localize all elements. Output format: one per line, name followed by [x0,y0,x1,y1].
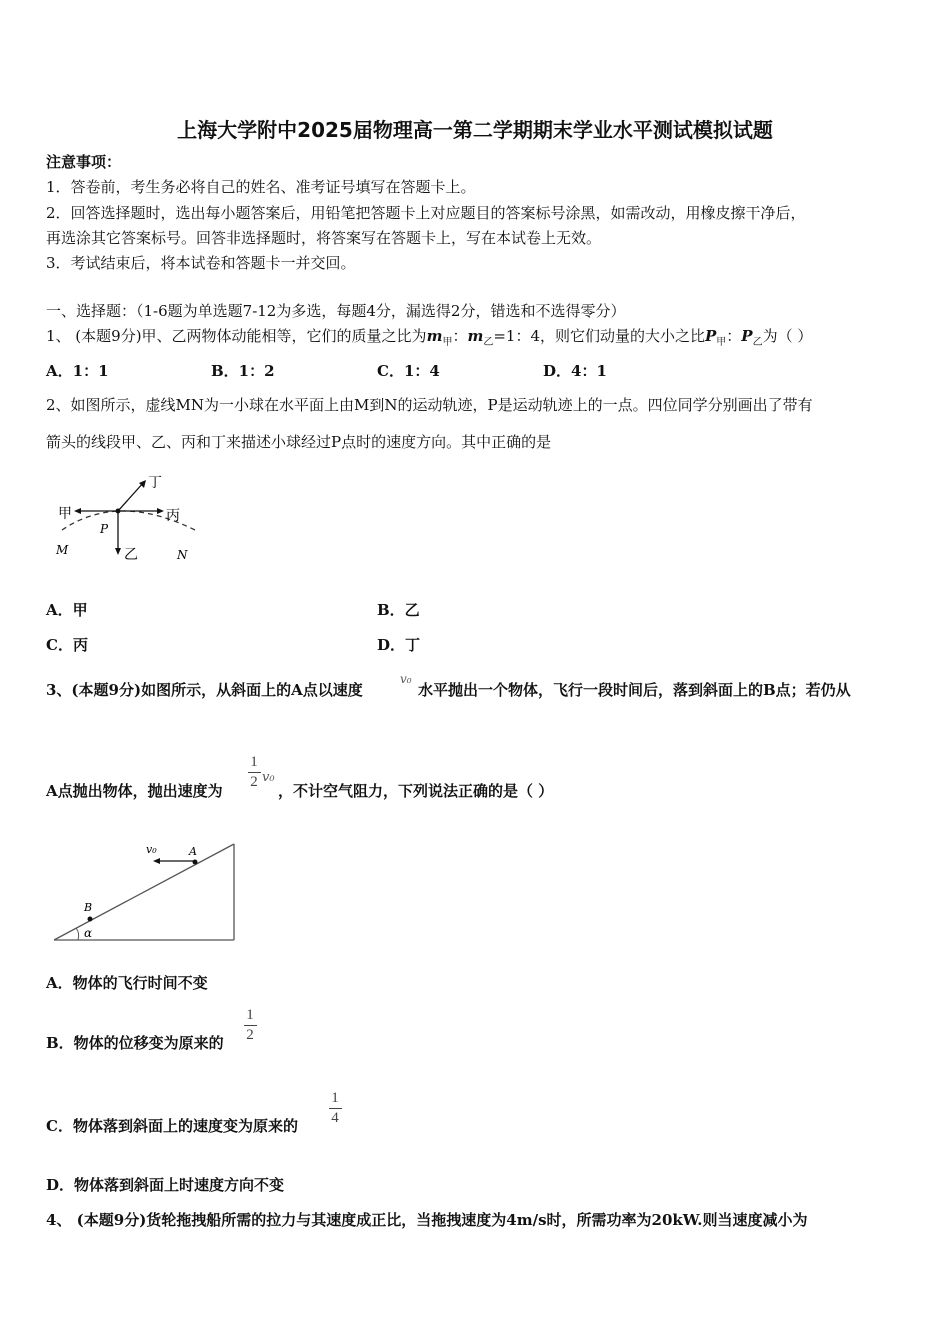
notice-heading: 注意事项： [46,153,122,171]
q1-m: m [426,327,443,345]
label-m: M [56,543,69,557]
notice-item: 2．回答选择题时，选出每小题答案后，用铅笔把答题卡上对应题目的答案标号涂黑，如需改动，用橡皮擦干净后， [46,204,806,222]
q1-m2: m [467,327,484,345]
label-yi: 乙 [124,547,138,563]
q1-sub-jia-2: 甲 [716,337,727,348]
page-title: 上海大学附中2025届物理高一第二学期期末学业水平测试模拟试题 [177,118,773,142]
question-3-line-1b: 水平抛出一个物体，飞行一段时间后，落到斜面上的B点；若仍从 [418,681,851,699]
q1-option-c[interactable]: C．1：4 [377,362,440,380]
q1-P2: P [741,327,753,345]
q3-option-b[interactable]: B．物体的位移变为原来的 [46,1034,224,1052]
label-alpha: α [84,926,93,940]
label-b: B [84,901,93,914]
question-3-line-1a: 3、(本题9分)如图所示，从斜面上的A点以速度 [46,681,363,699]
label-bing: 丙 [166,508,180,524]
label-n: N [177,548,188,562]
q3-v0: v₀ [400,672,412,686]
q1-sub-yi-2: 乙 [752,337,763,348]
question-3-line-2b: ，不计空气阻力，下列说法正确的是（ ） [278,782,554,800]
label-jia: 甲 [58,506,72,522]
arrow-ding [118,482,144,511]
q1-colon-2: ： [726,327,742,345]
q1-mid: =1：4，则它们动量的大小之比 [493,327,705,345]
q1-option-d[interactable]: D．4：1 [543,362,607,380]
q3-option-a[interactable]: A．物体的飞行时间不变 [46,974,208,992]
q2-option-a[interactable]: A．甲 [46,601,88,619]
notice-item: 3．考试结束后，将本试卷和答题卡一并交回。 [46,254,356,272]
q2-figure [50,470,210,570]
question-2-line-1: 2、如图所示，虚线MN为一小球在水平面上由M到N的运动轨迹，P是运动轨迹上的一点。四位同学分别画出了带有 [46,396,813,414]
q3-optc-den: 4 [331,1110,339,1126]
q2-option-b[interactable]: B．乙 [377,601,420,619]
q3-frac-num: 1 [250,754,258,770]
q1-option-b[interactable]: B．1：2 [211,362,275,380]
q3-optc-fraction [327,1090,343,1127]
point-a [193,860,198,865]
label-p: P [100,522,109,536]
label-v0: v₀ [146,843,157,856]
label-a: A [189,845,197,858]
q1-P: P [705,327,717,345]
q1-sub-yi: 乙 [483,337,494,348]
q3-fraction [246,754,262,791]
q3-v0-2: v₀ [262,770,275,785]
q3-option-d[interactable]: D．物体落到斜面上时速度方向不变 [46,1176,285,1194]
slope-line [54,844,234,940]
point-b [88,917,93,922]
question-1-stem [46,326,812,353]
q2-option-c[interactable]: C．丙 [46,636,88,654]
notice-item: 1．答卷前，考生务必将自己的姓名、准考证号填写在答题卡上。 [46,178,476,196]
q3-frac-den: 2 [250,774,258,790]
question-3-line-2a: A点抛出物体，抛出速度为 [46,782,223,800]
q3-optb-den: 2 [246,1027,254,1043]
q2-option-d[interactable]: D．丁 [377,636,421,654]
q3-option-c[interactable]: C．物体落到斜面上的速度变为原来的 [46,1117,298,1135]
q1-prefix: 1、 (本题9分)甲、乙两物体动能相等，它们的质量之比为 [46,327,427,345]
q3-optb-num: 1 [246,1007,254,1023]
q1-suffix: 为（ ） [762,327,813,345]
section-heading: 一、选择题：（1-6题为单选题7-12为多选，每题4分，漏选得2分，错选和不选得零分） [46,302,626,320]
q1-option-a[interactable]: A．1：1 [46,362,109,380]
q3-figure [50,838,240,946]
q1-sub-jia: 甲 [442,337,453,348]
q3-optc-num: 1 [331,1090,339,1106]
q1-colon: ： [452,327,468,345]
q3-optb-fraction [242,1007,258,1044]
question-2-line-2: 箭头的线段甲、乙、丙和丁来描述小球经过P点时的速度方向。其中正确的是 [46,433,552,451]
question-4-line-1: 4、 (本题9分)货轮拖拽船所需的拉力与其速度成正比，当拖拽速度为4m/s时，所需功率为20kW.则当速度减小为 [46,1211,808,1229]
notice-item: 再选涂其它答案标号。回答非选择题时，将答案写在答题卡上，写在本试卷上无效。 [46,229,602,247]
label-ding: 丁 [148,475,162,491]
